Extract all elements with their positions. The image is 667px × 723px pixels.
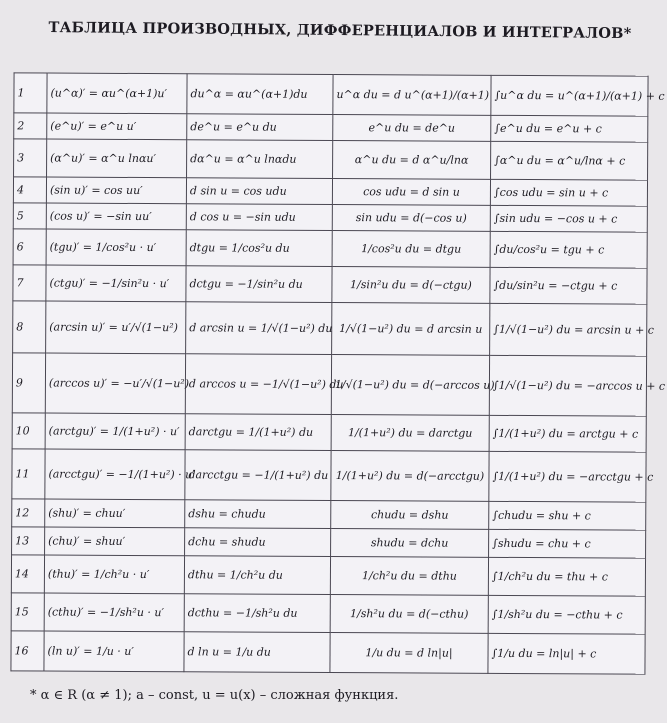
derivative-cell: (arccos u)′ = −u′/√(1−u²) <box>45 353 185 414</box>
differential-form-cell: 1/(1+u²) du = darctgu <box>331 415 489 452</box>
row-number: 1 <box>14 73 47 113</box>
differential-cell: d sin u = cos udu <box>186 178 332 205</box>
differential-cell: d arccos u = −1/√(1−u²) du <box>185 354 331 415</box>
differential-cell: de^u = e^u du <box>187 114 333 141</box>
differential-cell: dshu = chudu <box>185 500 331 529</box>
derivative-cell: (u^α)′ = αu^(α+1)u′ <box>47 73 187 114</box>
table-row <box>13 203 647 232</box>
derivative-cell: (ln u)′ = 1/u · u′ <box>44 631 184 672</box>
table-row <box>13 177 647 206</box>
differential-form-cell: u^α du = d u^(α+1)/(α+1) <box>333 75 491 116</box>
integral-cell: ∫1/√(1−u²) du = arcsin u + c <box>490 303 647 356</box>
integral-cell: ∫e^u du = e^u + c <box>491 115 648 142</box>
differential-cell: d arcsin u = 1/√(1−u²) du <box>186 302 332 355</box>
table-row <box>12 527 646 558</box>
differential-cell: d cos u = −sin udu <box>186 204 332 231</box>
integral-cell: ∫shudu = chu + c <box>489 529 646 558</box>
row-number: 13 <box>12 527 45 555</box>
row-number: 8 <box>13 301 46 353</box>
derivative-cell: (cos u)′ = −sin uu′ <box>46 203 186 230</box>
differential-form-cell: 1/√(1−u²) du = d(−arccos u) <box>331 355 489 416</box>
row-number: 12 <box>12 499 45 527</box>
row-number: 15 <box>11 593 44 631</box>
derivative-cell: (sin u)′ = cos uu′ <box>46 177 186 204</box>
integral-cell: ∫u^α du = u^(α+1)/(α+1) + c <box>491 75 648 116</box>
differential-form-cell: 1/sin²u du = d(−ctgu) <box>332 267 490 304</box>
differential-form-cell: 1/sh²u du = d(−cthu) <box>330 595 488 634</box>
table-row <box>13 265 647 304</box>
footnote: * α ∈ R (α ≠ 1); a – const, u = u(x) – сложная функция. <box>30 688 399 703</box>
differential-form-cell: 1/ch²u du = dthu <box>330 557 488 596</box>
derivative-cell: (shu)′ = chuu′ <box>45 499 185 528</box>
row-number: 14 <box>11 555 44 593</box>
differential-form-cell: sin udu = d(−cos u) <box>332 205 490 232</box>
row-number: 10 <box>12 413 45 449</box>
integral-cell: ∫1/√(1−u²) du = −arccos u + c <box>489 355 646 416</box>
table-row <box>12 353 646 416</box>
row-number: 9 <box>12 353 45 413</box>
formula-table-body <box>11 73 666 674</box>
integral-cell: ∫du/cos²u = tgu + c <box>490 231 647 268</box>
table-row <box>12 449 646 502</box>
table-row <box>13 301 647 356</box>
integral-cell: ∫α^u du = α^u/lnα + c <box>491 141 648 180</box>
row-number: 6 <box>13 229 46 265</box>
differential-form-cell: 1/√(1−u²) du = d arcsin u <box>332 303 490 356</box>
differential-cell: dα^u = α^u lnαdu <box>187 140 333 179</box>
derivative-cell: (arctgu)′ = 1/(1+u²) · u′ <box>45 413 185 450</box>
integral-cell: ∫sin udu = −cos u + c <box>490 205 647 232</box>
row-number: 4 <box>13 177 46 203</box>
differential-form-cell: α^u du = d α^u/lnα <box>333 141 491 180</box>
integral-cell: ∫cos udu = sin u + c <box>490 179 647 206</box>
formula-table <box>10 72 666 674</box>
derivative-cell: (arcsin u)′ = u′/√(1−u²) <box>46 301 186 354</box>
integral-cell: ∫chudu = shu + c <box>489 501 646 530</box>
derivative-cell: (arcctgu)′ = −1/(1+u²) · u′ <box>45 449 185 500</box>
differential-cell: dcthu = −1/sh²u du <box>184 594 330 633</box>
row-number: 5 <box>13 203 46 229</box>
table-row <box>13 229 647 268</box>
differential-form-cell: 1/cos²u du = dtgu <box>332 231 490 268</box>
differential-cell: dctgu = −1/sin²u du <box>186 266 332 303</box>
integral-cell: ∫1/ch²u du = thu + c <box>488 557 645 596</box>
integral-cell: ∫1/(1+u²) du = arctgu + c <box>489 415 646 452</box>
differential-cell: d ln u = 1/u du <box>184 632 330 673</box>
table-row <box>11 593 645 634</box>
integral-cell: ∫du/sin²u = −ctgu + c <box>490 267 647 304</box>
table-row <box>12 413 646 452</box>
differential-form-cell: 1/u du = d ln|u| <box>330 633 488 674</box>
table-row <box>11 555 645 596</box>
derivative-cell: (cthu)′ = −1/sh²u · u′ <box>44 593 184 632</box>
row-number: 7 <box>13 265 46 301</box>
differential-form-cell: chudu = dshu <box>331 501 489 530</box>
differential-cell: darcctgu = −1/(1+u²) du <box>185 450 331 501</box>
differential-form-cell: shudu = dchu <box>331 529 489 558</box>
table-row <box>14 113 648 142</box>
differential-cell: dtgu = 1/cos²u du <box>186 230 332 267</box>
integral-cell: ∫1/(1+u²) du = −arcctgu + c <box>489 451 646 502</box>
table-row <box>14 73 648 116</box>
row-number: 11 <box>12 449 45 499</box>
differential-form-cell: 1/(1+u²) du = d(−arcctgu) <box>331 451 489 502</box>
derivative-cell: (ctgu)′ = −1/sin²u · u′ <box>46 265 186 302</box>
derivative-cell: (α^u)′ = α^u lnαu′ <box>47 139 187 178</box>
row-number: 2 <box>14 113 47 139</box>
differential-form-cell: e^u du = de^u <box>333 115 491 142</box>
derivative-cell: (tgu)′ = 1/cos²u · u′ <box>46 229 186 266</box>
differential-cell: du^α = αu^(α+1)du <box>187 74 333 115</box>
page-title: ТАБЛИЦА ПРОИЗВОДНЫХ, ДИФФЕРЕНЦИАЛОВ И ИНТЕГРАЛОВ* <box>48 18 632 43</box>
differential-form-cell: cos udu = d sin u <box>332 179 490 206</box>
table-row <box>12 499 646 530</box>
row-number: 3 <box>14 139 47 177</box>
derivative-cell: (chu)′ = shuu′ <box>45 527 185 556</box>
differential-cell: dthu = 1/ch²u du <box>184 556 330 595</box>
table-row <box>11 631 645 674</box>
differential-cell: darctgu = 1/(1+u²) du <box>185 414 331 451</box>
differential-cell: dchu = shudu <box>185 528 331 557</box>
integral-cell: ∫1/sh²u du = −cthu + c <box>488 595 645 634</box>
row-number: 16 <box>11 631 44 671</box>
table-row <box>14 139 648 180</box>
derivative-cell: (thu)′ = 1/ch²u · u′ <box>44 555 184 594</box>
integral-cell: ∫1/u du = ln|u| + c <box>488 633 645 674</box>
derivative-cell: (e^u)′ = e^u u′ <box>47 113 187 140</box>
